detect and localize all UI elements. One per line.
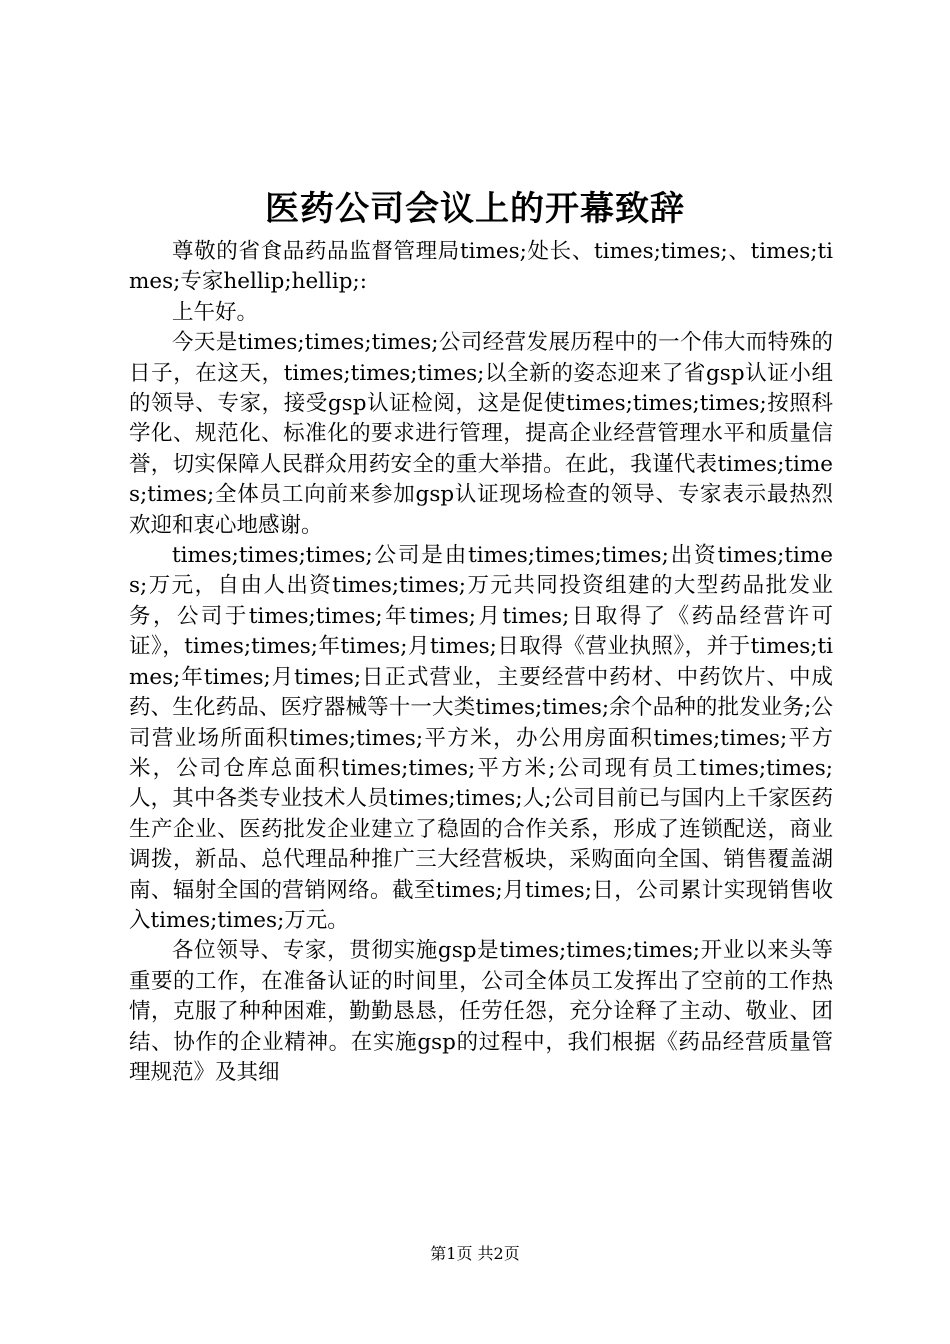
company-profile-paragraph: times;times;times;公司是由times;times;times;出资times;times;万元，自由人出资times;times;万元共同投资组建的大型药品批发业务，公司于times;times;年times;月times;日取得了《药品经营许可证》，times;times;年times;月times;日取得《营业执照》，并于times;times;年times;月times;日正式营业，主要经营中药材、中药饮片、中成药、生化药品、医疗器械等十一大类times;times;余个品种的批发业务;公司营业场所面积times;times;平方米，办公用房面积times;times;平方米，公司仓库总面积times;times;平方米;公司现有员工times;times;人，其中各类专业技术人员times;times;人;公司目前已与国内上千家医药生产企业、医药批发企业建立了稳固的合作关系，形成了连锁配送，商业调拨，新品、总代理品种推广三大经营板块，采购面向全国、销售覆盖湖南、辐射全国的营销网络。截至times;月times;日，公司累计实现销售收入times;times;万元。 [129,543,833,933]
welcome-paragraph: 今天是times;times;times;公司经营发展历程中的一个伟大而特殊的日子，在这天，times;times;times;以全新的姿态迎来了省gsp认证小组的领导、专家，接受gsp认证检阅，这是促使times;times;times;按照科学化、规范化、标准化的要求进行管理，提高企业经营管理水平和质量信誉，切实保障人民群众用药安全的重大举措。在此，我谨代表times;times;times;全体员工向前来参加gsp认证现场检查的领导、专家表示最热烈欢迎和衷心地感谢。 [129,330,833,538]
greeting-paragraph: 上午好。 [172,299,259,325]
document-title: 医药公司会议上的开幕致辞 [265,189,685,229]
gsp-implementation-paragraph: 各位领导、专家，贯彻实施gsp是times;times;times;开业以来头等重要的工作，在准备认证的时间里，公司全体员工发挥出了空前的工作热情，克服了种种困难，勤勤恳恳，任劳任怨，充分诠释了主动、敬业、团结、协作的企业精神。在实施gsp的过程中，我们根据《药品经营质量管理规范》及其细 [129,938,833,1085]
page-footer: 第1页 共2页 [430,1244,520,1263]
document-body [129,237,833,1088]
salutation-paragraph: 尊敬的省食品药品监督管理局times;处长、times;times;、times;times;专家hellip;hellip;: [129,239,833,295]
